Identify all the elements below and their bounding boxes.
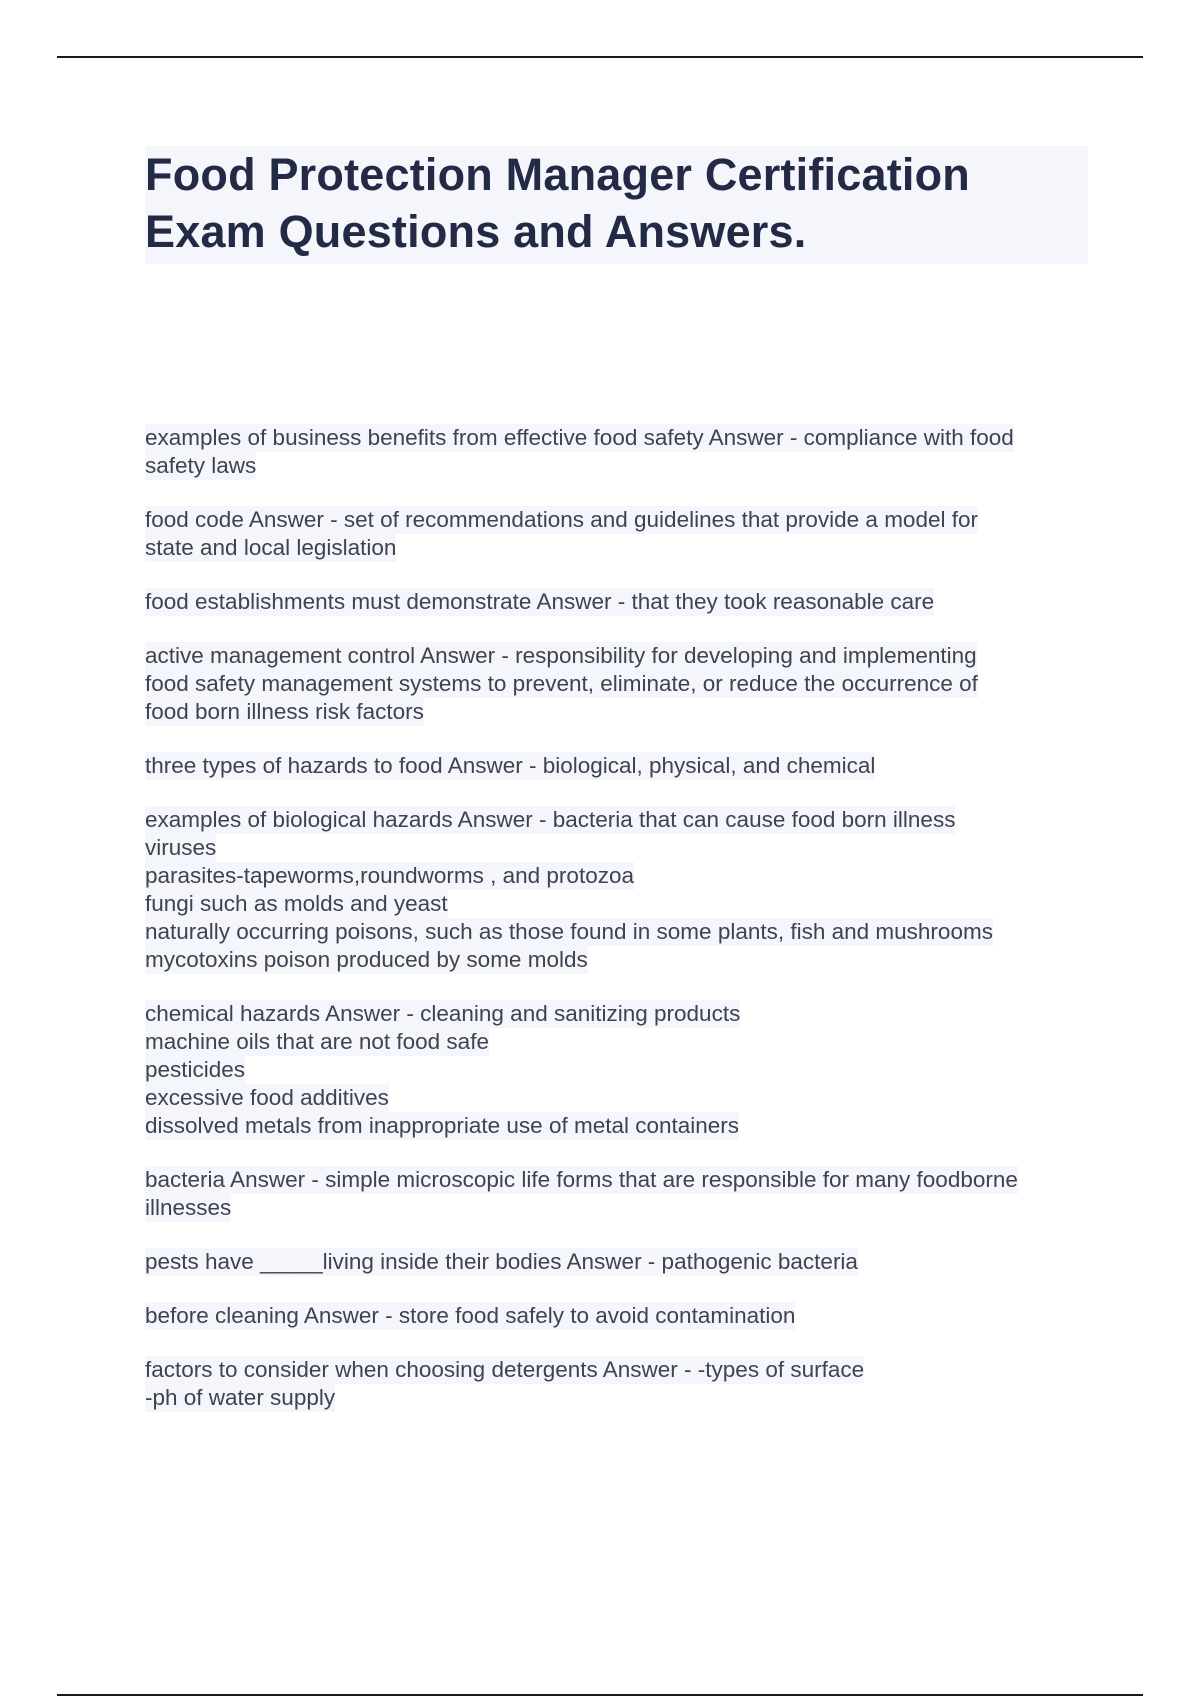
- qa-item: [145, 588, 1100, 616]
- qa-line: food safety management systems to prevent, eliminate, or reduce the occurrence of: [145, 671, 978, 696]
- qa-item: [145, 642, 1100, 726]
- qa-line: state and local legislation: [145, 535, 397, 560]
- qa-item: [145, 1166, 1100, 1222]
- qa-line: excessive food additives: [145, 1085, 389, 1110]
- qa-line: food born illness risk factors: [145, 699, 424, 724]
- qa-item: [145, 1302, 1100, 1330]
- qa-line: bacteria Answer - simple microscopic life forms that are responsible for many foodborne: [145, 1167, 1018, 1192]
- qa-line: -ph of water supply: [145, 1385, 336, 1410]
- qa-line: fungi such as molds and yeast: [145, 891, 448, 916]
- qa-line: pesticides: [145, 1057, 246, 1082]
- qa-line: machine oils that are not food safe: [145, 1029, 489, 1054]
- title-line: Exam Questions and Answers.: [145, 206, 807, 257]
- qa-item: [145, 506, 1100, 562]
- qa-item: [145, 1248, 1100, 1276]
- title-heading: [145, 146, 1088, 260]
- qa-line: parasites-tapeworms,roundworms , and protozoa: [145, 863, 634, 888]
- qa-line: active management control Answer - responsibility for developing and implementing: [145, 643, 977, 668]
- title-line: Food Protection Manager Certification: [145, 149, 970, 200]
- qa-line: pests have _____living inside their bodies Answer - pathogenic bacteria: [145, 1249, 858, 1274]
- top-divider: [57, 56, 1143, 58]
- qa-list: [145, 424, 1100, 1438]
- qa-line: illnesses: [145, 1195, 232, 1220]
- qa-item: [145, 1000, 1100, 1140]
- qa-item: [145, 806, 1100, 974]
- qa-line: chemical hazards Answer - cleaning and sanitizing products: [145, 1001, 741, 1026]
- bottom-divider: [57, 1694, 1143, 1696]
- qa-line: before cleaning Answer - store food safely to avoid contamination: [145, 1303, 796, 1328]
- qa-item: [145, 1356, 1100, 1412]
- qa-line: dissolved metals from inappropriate use of metal containers: [145, 1113, 740, 1138]
- qa-line: examples of business benefits from effective food safety Answer - compliance with food: [145, 425, 1014, 450]
- qa-line: safety laws: [145, 453, 257, 478]
- qa-item: [145, 424, 1100, 480]
- qa-line: examples of biological hazards Answer - bacteria that can cause food born illness: [145, 807, 956, 832]
- document-title: [145, 146, 1088, 264]
- qa-line: naturally occurring poisons, such as those found in some plants, fish and mushrooms: [145, 919, 993, 944]
- qa-line: food code Answer - set of recommendations and guidelines that provide a model for: [145, 507, 978, 532]
- qa-line: three types of hazards to food Answer - biological, physical, and chemical: [145, 753, 876, 778]
- qa-line: factors to consider when choosing detergents Answer - -types of surface: [145, 1357, 865, 1382]
- qa-line: mycotoxins poison produced by some molds: [145, 947, 588, 972]
- qa-item: [145, 752, 1100, 780]
- qa-line: food establishments must demonstrate Answer - that they took reasonable care: [145, 589, 935, 614]
- qa-line: viruses: [145, 835, 217, 860]
